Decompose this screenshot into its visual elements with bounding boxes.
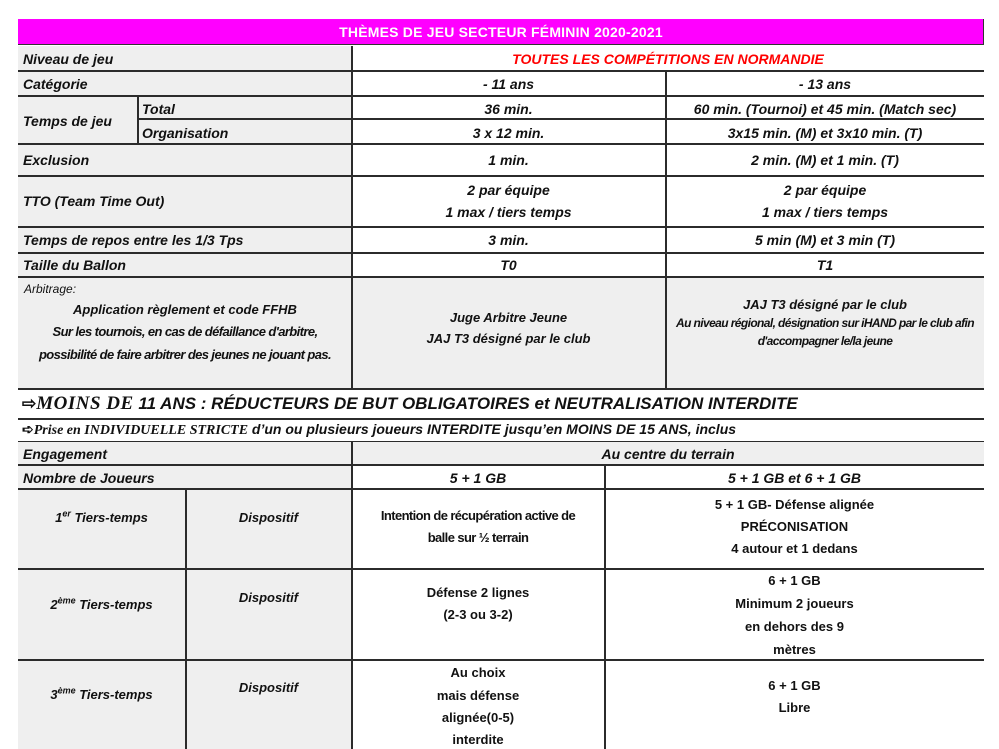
tiers-3-u13-line1: 6 + 1 GB — [768, 678, 821, 693]
title-bar — [18, 19, 984, 45]
tiers-2-u13-line4: mètres — [773, 642, 816, 657]
arbitrage-label: Arbitrage: — [24, 282, 77, 296]
repos-label: Temps de repos entre les 1/3 Tps — [23, 232, 244, 248]
tiers-3-u11-line2: mais défense — [436, 688, 520, 703]
tiers-3-dispositif: Dispositif — [238, 680, 299, 695]
arbitrage-u13-line1: JAJ T3 désigné par le club — [743, 297, 907, 312]
repos-u11: 3 min. — [488, 232, 529, 248]
tiers-2-dispositif: Dispositif — [238, 590, 299, 605]
tiers-3-u11-line3: alignée(0-5) — [441, 710, 515, 725]
exclusion-u13: 2 min. (M) et 1 min. (T) — [751, 152, 899, 168]
tiers-1-u13-line3: 4 autour et 1 dedans — [731, 541, 858, 556]
moins-de-11-banner — [22, 394, 798, 414]
tiers-1-dispositif: Dispositif — [238, 510, 299, 525]
tto-u11-line2: 1 max / tiers temps — [445, 204, 572, 220]
niveau-label: Niveau de jeu — [23, 51, 114, 67]
tiers-2-u13-line2: Minimum 2 joueurs — [735, 596, 854, 611]
tiers-3-label: 3ème Tiers-temps — [50, 685, 153, 702]
arbitrage-u11-line1: Juge Arbitre Jeune — [449, 310, 568, 325]
arbitrage-u13-line2: Au niveau régional, désignation sur iHAND par le club afin — [676, 316, 974, 330]
tiers-2-label: 2ème Tiers-temps — [50, 595, 153, 612]
tiers-2-u11-line1: Défense 2 lignes — [426, 585, 530, 600]
tto-u13-line1: 2 par équipe — [783, 182, 867, 198]
categorie-u13: - 13 ans — [798, 76, 852, 92]
arbitrage-line3: possibilité de faire arbitrer des jeunes ne jouant pas. — [38, 347, 332, 362]
total-u13: 60 min. (Tournoi) et 45 min. (Match sec) — [693, 101, 957, 117]
engagement-value: Au centre du terrain — [601, 446, 735, 462]
page-title: THÈMES DE JEU SECTEUR FÉMININ 2020-2021 — [339, 24, 663, 40]
tiers-2-u13-line3: en dehors des 9 — [745, 619, 844, 634]
banner-moins-de: MOINS DE — [36, 393, 134, 414]
tiers-3-u13-line2: Libre — [778, 700, 811, 715]
arbitrage-line2: Sur les tournois, en cas de défaillance d'arbitre, — [52, 324, 318, 339]
total-u11: 36 min. — [484, 101, 533, 117]
organisation-label: Organisation — [142, 125, 229, 141]
categorie-label: Catégorie — [23, 76, 88, 92]
tiers-1-u13-line1: 5 + 1 GB- Défense alignée — [714, 497, 875, 512]
exclusion-u11: 1 min. — [488, 152, 529, 168]
tiers-1-label: 1er Tiers-temps — [55, 508, 148, 525]
tiers-1-u11-line2: balle sur ½ terrain — [427, 530, 529, 545]
tiers-2-u13-line1: 6 + 1 GB — [768, 573, 821, 588]
individuelle-notice — [22, 421, 736, 439]
tiers-3-u11-line1: Au choix — [450, 665, 506, 680]
tto-label: TTO (Team Time Out) — [23, 193, 165, 209]
arbitrage-u11-line2: JAJ T3 désigné par le club — [426, 331, 591, 346]
ballon-label: Taille du Ballon — [23, 257, 126, 273]
arbitrage-line1: Application règlement et code FFHB — [73, 302, 297, 317]
tto-u13-line2: 1 max / tiers temps — [761, 204, 889, 220]
tto-u11-line1: 2 par équipe — [467, 182, 550, 198]
arbitrage-u13-line3: d'accompagner le/la jeune — [757, 334, 893, 348]
tiers-3-u11-line4: interdite — [452, 732, 504, 747]
notice-serif-part: Prise en INDIVIDUELLE STRICTE — [33, 423, 249, 438]
ballon-u11: T0 — [500, 257, 517, 273]
repos-u13: 5 min (M) et 3 min (T) — [755, 232, 895, 248]
engagement-label: Engagement — [23, 446, 108, 462]
tiers-1-u13-line2: PRÉCONISATION — [740, 519, 849, 534]
niveau-value: TOUTES LES COMPÉTITIONS EN NORMANDIE — [512, 51, 824, 67]
tiers-1-u11-line1: Intention de récupération active de — [380, 508, 576, 523]
organisation-u11: 3 x 12 min. — [472, 125, 545, 141]
ballon-u13: T1 — [816, 257, 834, 273]
joueurs-u13: 5 + 1 GB et 6 + 1 GB — [727, 470, 862, 486]
joueurs-u11: 5 + 1 GB — [449, 470, 507, 486]
exclusion-label: Exclusion — [23, 152, 90, 168]
tiers-2-u11-line2: (2-3 ou 3-2) — [443, 607, 513, 622]
arrow-right-small-icon: ➪ — [22, 421, 34, 437]
total-label: Total — [142, 101, 175, 117]
temps-de-jeu-label: Temps de jeu — [23, 113, 112, 129]
organisation-u13: 3x15 min. (M) et 3x10 min. (T) — [727, 125, 923, 141]
arrow-right-icon: ⇨ — [22, 394, 37, 413]
notice-rest: d’un ou plusieurs joueurs INTERDITE jusqu’en MOINS DE 15 ANS, inclus — [248, 421, 737, 437]
banner-rest: 11 ANS : RÉDUCTEURS DE BUT OBLIGATOIRES et NEUTRALISATION INTERDITE — [133, 394, 798, 413]
joueurs-label: Nombre de Joueurs — [23, 470, 155, 486]
categorie-u11: - 11 ans — [482, 76, 535, 92]
